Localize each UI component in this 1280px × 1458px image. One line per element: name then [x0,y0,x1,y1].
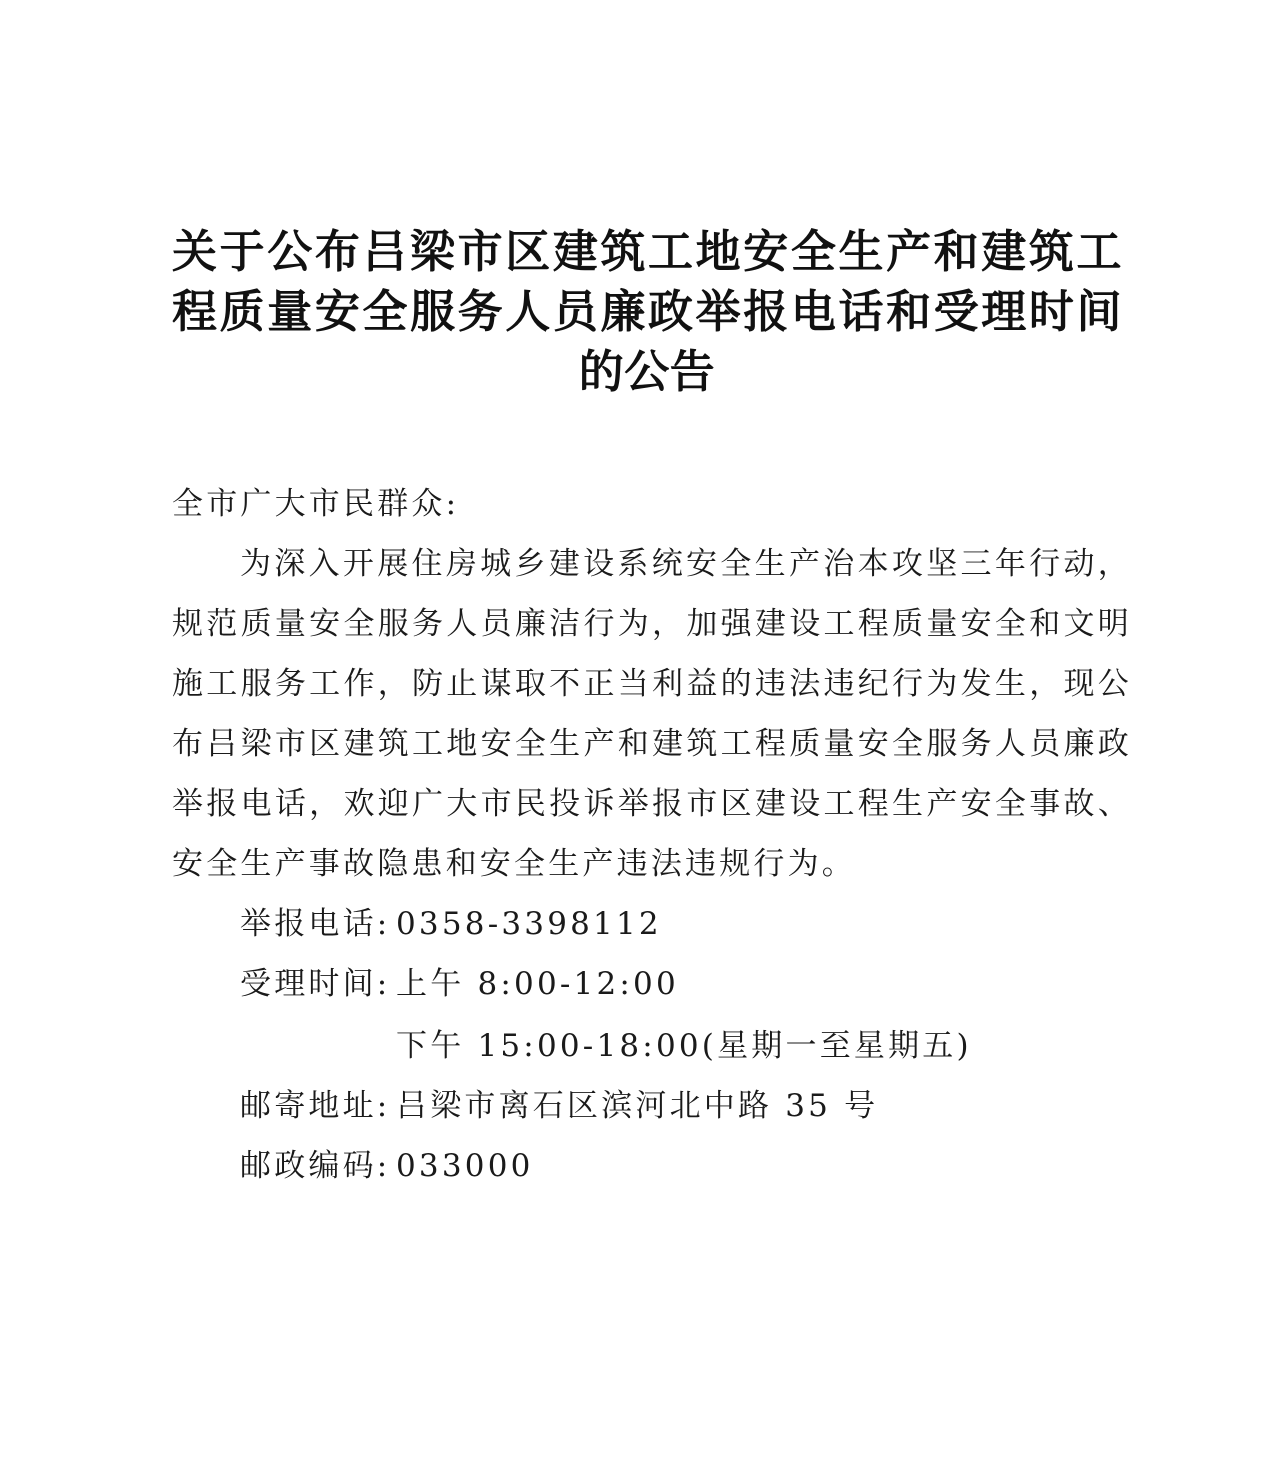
hours-row-morning [240,954,679,1014]
hours-label: 受理时间: [240,966,391,1002]
hours-afternoon-value: 下午 15:00-18:00(星期一至星期五) [396,1028,972,1064]
hours-morning-value: 上午 8:00-12:00 [396,966,679,1002]
mailing-address-row [240,1076,879,1136]
postal-code-value: 033000 [396,1148,534,1184]
mailing-address-label: 邮寄地址: [240,1088,391,1124]
report-phone-value: 0358-3398112 [396,906,662,942]
postal-code-row [240,1136,534,1196]
report-phone-label: 举报电话: [240,906,391,942]
notice-paragraph: 为深入开展住房城乡建设系统安全生产治本攻坚三年行动，规范质量安全服务人员廉洁行为，加强建设工程质量安全和文明施工服务工作，防止谋取不正当利益的违法违纪行为发生，现公布吕梁市区建筑工地安全生产和建筑工程质量安全服务人员廉政举报电话，欢迎广大市民投诉举报市区建设工程生产安全事故、安全生产事故隐患和安全生产违法违规行为。 [172,546,1132,882]
notice-title: 关于公布吕梁市区建筑工地安全生产和建筑工程质量安全服务人员廉政举报电话和受理时间的公告 [172,225,1122,398]
postal-code-label: 邮政编码: [240,1148,391,1184]
salutation: 全市广大市民群众: [172,486,460,522]
report-phone-row [240,894,662,954]
mailing-address-value: 吕梁市离石区滨河北中路 35 号 [396,1088,879,1124]
